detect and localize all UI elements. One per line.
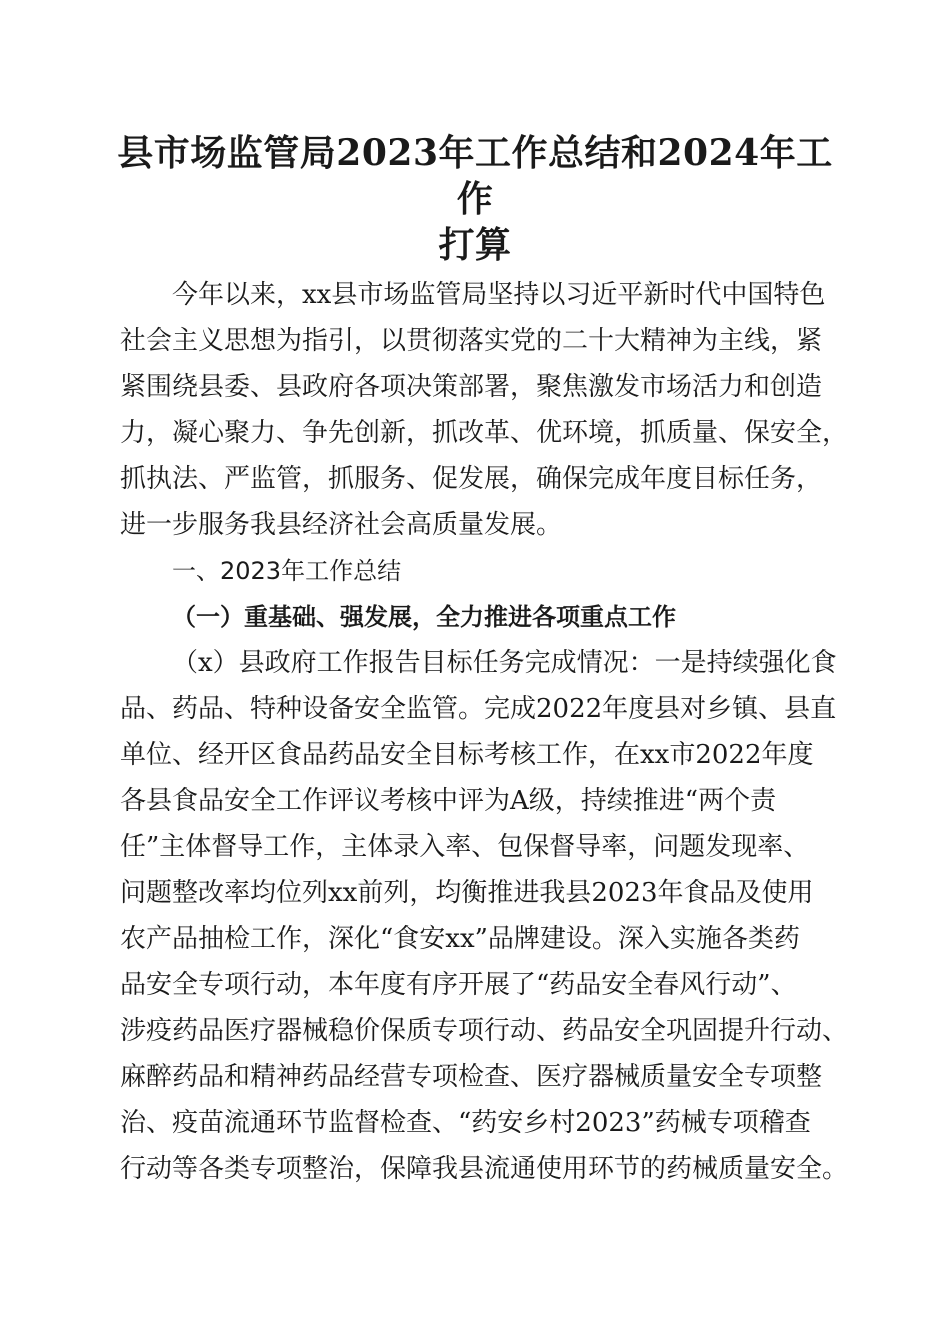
- paragraph-line: 问题整改率均位列xx前列，均衡推进我县2023年食品及使用: [120, 878, 814, 908]
- paragraph-line: 紧围绕县委、县政府各项决策部署，聚焦激发市场活力和创造: [120, 372, 823, 402]
- paragraph-line: 抓执法、严监管，抓服务、促发展，确保完成年度目标任务，: [120, 464, 823, 494]
- paragraph-line: 涉疫药品医疗器械稳价保质专项行动、药品安全巩固提升行动、: [120, 1016, 849, 1046]
- document-title: [110, 130, 840, 268]
- paragraph-line: 单位、经开区食品药品安全目标考核工作，在xx市2022年度: [120, 740, 814, 770]
- paragraph-line: 进一步服务我县经济社会高质量发展。: [120, 510, 563, 540]
- paragraph-line: 任”主体督导工作，主体录入率、包保督导率，问题发现率、: [120, 832, 810, 862]
- paragraph-line: （x）县政府工作报告目标任务完成情况：一是持续强化食: [172, 648, 837, 678]
- paragraph-line: 力，凝心聚力、争先创新，抓改革、优环境，抓质量、保安全，: [120, 418, 849, 448]
- paragraph-line: 品、药品、特种设备安全监管。完成2022年度县对乡镇、县直: [120, 694, 837, 724]
- paragraph-line: 行动等各类专项整治，保障我县流通使用环节的药械质量安全。: [120, 1154, 849, 1184]
- paragraph-line: 治、疫苗流通环节监督检查、“药安乡村2023”药械专项稽查: [120, 1108, 811, 1138]
- paragraph-line: 农产品抽检工作，深化“食安xx”品牌建设。深入实施各类药: [120, 924, 800, 954]
- paragraph-line: 麻醉药品和精神药品经营专项检查、医疗器械质量安全专项整: [120, 1062, 823, 1092]
- subsection-heading: （一）重基础、强发展，全力推进各项重点工作: [172, 602, 676, 631]
- document-body: [120, 272, 849, 1192]
- paragraph-line: 社会主义思想为指引，以贯彻落实党的二十大精神为主线，紧: [120, 326, 823, 356]
- paragraph-line: 今年以来，xx县市场监管局坚持以习近平新时代中国特色: [172, 280, 826, 310]
- paragraph-line: 各县食品安全工作评议考核中评为A级，持续推进“两个责: [120, 786, 777, 816]
- paragraph-line: 品安全专项行动，本年度有序开展了“药品安全春风行动”、: [120, 970, 797, 1000]
- title-line-1: 县市场监管局2023年工作总结和2024年工作: [117, 132, 833, 220]
- title-line-2: 打算: [438, 224, 512, 266]
- section-heading: 一、2023年工作总结: [172, 557, 402, 585]
